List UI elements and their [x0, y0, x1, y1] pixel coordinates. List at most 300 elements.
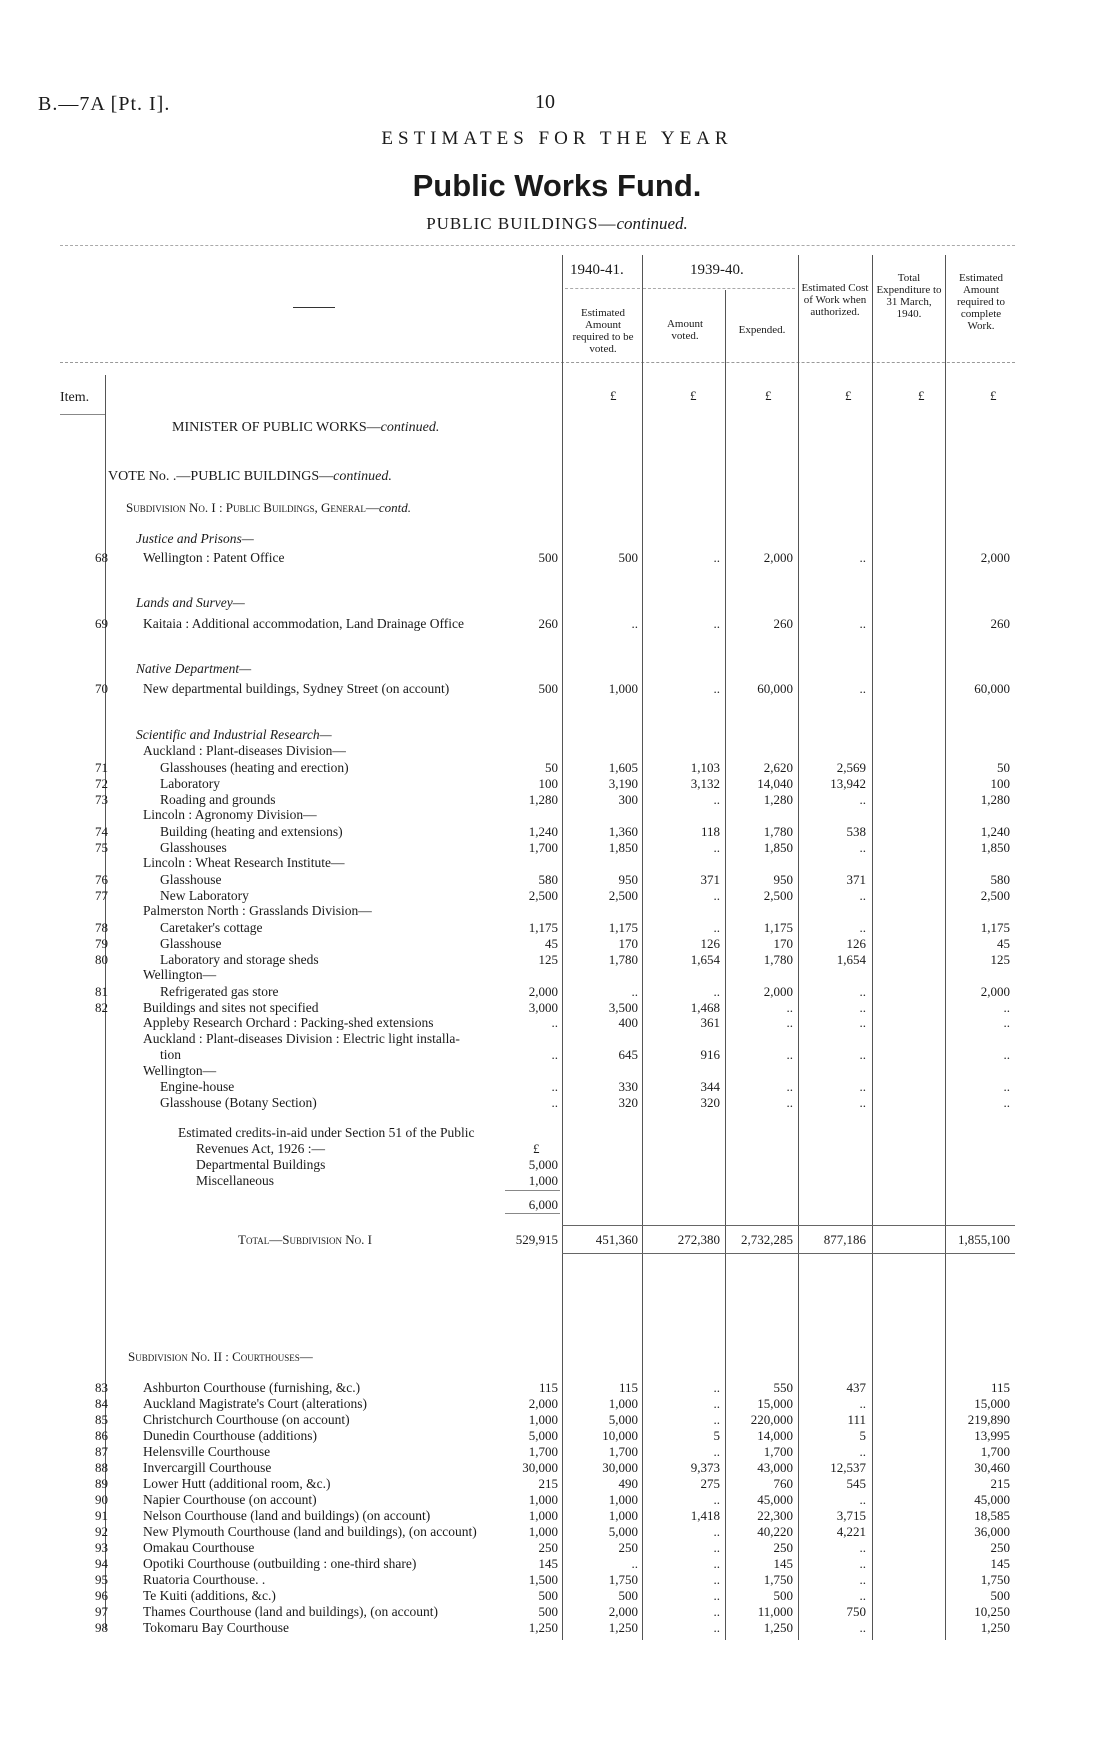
sub1-value-col4: 60,000 [757, 681, 793, 696]
sub1-value-col4: 14,040 [757, 776, 793, 791]
sub2-value-col4: 550 [773, 1380, 793, 1395]
sub2-value-col6: 18,585 [974, 1508, 1010, 1523]
group-auckland-plant: Auckland : Plant-diseases Division— [143, 743, 346, 758]
sub1-value-col6: .. [1003, 1047, 1010, 1062]
year-b-label: 1939-40. [690, 262, 744, 278]
sub1-value-col5: .. [859, 616, 866, 631]
sub2-value-col5: .. [859, 1556, 866, 1571]
document-reference: B.—7A [Pt. I]. [38, 93, 171, 115]
fund-title: Public Works Fund. [412, 168, 702, 203]
sub1-value-col4: 170 [773, 936, 793, 951]
sub2-description: Thames Courthouse (land and buildings), (on account) [143, 1604, 439, 1619]
sub1-value-col6: 50 [997, 760, 1010, 775]
total-1-value-col5: 877,186 [823, 1232, 866, 1247]
sub1-value-col3: 344 [700, 1079, 720, 1094]
sub1-value-col2: 400 [618, 1015, 638, 1030]
sub2-value-col1: 250 [538, 1540, 558, 1555]
sub1-value-col1: .. [551, 1079, 558, 1094]
sub1-value-col3: 371 [700, 872, 720, 887]
sub1-value-col5: .. [859, 1015, 866, 1030]
sub1-value-col2: 3,500 [608, 1000, 638, 1015]
sub1-value-col4: .. [786, 1047, 793, 1062]
sub2-value-col3: 1,418 [690, 1508, 720, 1523]
sub2-value-col2: 1,000 [608, 1396, 638, 1411]
sub1-value-col5: .. [859, 840, 866, 855]
sub1-description: Glasshouses (heating and erection) [160, 760, 349, 775]
section-title [0, 214, 1114, 234]
sub1-value-col6: 1,280 [980, 792, 1010, 807]
sub1-value-col5: .. [859, 792, 866, 807]
group-scientific: Scientific and Industrial Research— [136, 727, 332, 742]
estimates-title: ESTIMATES FOR THE YEAR [381, 128, 733, 149]
sub1-value-col1: 260 [538, 616, 558, 631]
credits-pound: £ [533, 1141, 540, 1156]
sub2-value-col6: 250 [990, 1540, 1010, 1555]
sub1-description: Glasshouse [160, 872, 222, 887]
total-bottom-rule [562, 1253, 1015, 1254]
col-estimated-complete: Estimated Amount required to complete Work. [957, 272, 1005, 332]
sub2-value-col5: .. [859, 1444, 866, 1459]
sub2-item-number: 97 [95, 1604, 108, 1619]
sub1-value-col1: 3,000 [528, 1000, 558, 1015]
sub1-value-col1: 1,175 [528, 920, 558, 935]
pound-col1: £ [610, 388, 617, 403]
sub1-value-col6: 100 [990, 776, 1010, 791]
sub1-item-number: 82 [95, 1000, 108, 1015]
sub1-value-col2: 330 [618, 1079, 638, 1094]
total-1-value-col2: 451,360 [595, 1232, 638, 1247]
sub1-value-col1: 45 [545, 936, 558, 951]
sub1-description: Refrigerated gas store [160, 984, 279, 999]
col4-rule [798, 255, 799, 1640]
sub1-value-col5: .. [859, 1079, 866, 1094]
sub1-value-col5: .. [859, 681, 866, 696]
sub2-value-col5: .. [859, 1572, 866, 1587]
sub1-value-col2: 500 [618, 550, 638, 565]
group-wellington: Wellington— [143, 967, 217, 982]
sub1-value-col3: 3,132 [690, 776, 720, 791]
sub1-value-col2: 950 [618, 872, 638, 887]
sub2-value-col4: 500 [773, 1588, 793, 1603]
sub1-value-col6: 1,240 [980, 824, 1010, 839]
sub1-value-col6: 2,000 [980, 984, 1010, 999]
sub2-value-col1: 115 [538, 1380, 558, 1395]
sub1-value-col2: 1,780 [608, 952, 638, 967]
sub1-value-col6: 2,000 [980, 550, 1010, 565]
pound-col4: £ [845, 388, 852, 403]
sub2-value-col2: 10,000 [602, 1428, 638, 1443]
sub2-item-number: 95 [95, 1572, 108, 1587]
sub2-value-col2: 490 [618, 1476, 638, 1491]
sub1-value-col4: 1,280 [763, 792, 793, 807]
sub1-value-col3: 320 [700, 1095, 720, 1110]
sub1-value-col3: .. [713, 792, 720, 807]
sub2-value-col6: 215 [990, 1476, 1010, 1491]
sub2-value-col6: 30,460 [974, 1460, 1010, 1475]
sub1-value-col3: 361 [700, 1015, 720, 1030]
sub2-value-col6: 145 [990, 1556, 1010, 1571]
sub2-value-col2: 1,000 [608, 1492, 638, 1507]
sub1-value-col3: .. [713, 840, 720, 855]
col-amount-voted: Amount voted. [666, 318, 704, 342]
col-total-expenditure: Total Expenditure to 31 March, 1940. [876, 272, 942, 320]
sub2-value-col1: 30,000 [522, 1460, 558, 1475]
sub2-value-col2: 30,000 [602, 1460, 638, 1475]
sub2-value-col6: 115 [990, 1380, 1010, 1395]
sub1-item-number: 81 [95, 984, 108, 999]
subdivision-1-cont: contd. [378, 500, 411, 515]
sub2-value-col6: 45,000 [974, 1492, 1010, 1507]
sub1-value-col1: 1,240 [528, 824, 558, 839]
sub1-value-col5: 126 [846, 936, 866, 951]
sub1-value-col6: 2,500 [980, 888, 1010, 903]
total-1-value-col3: 272,380 [677, 1232, 720, 1247]
credits-dept-value: 5,000 [528, 1157, 558, 1172]
sub1-value-col6: .. [1003, 1079, 1010, 1094]
credits-misc-value: 1,000 [528, 1173, 558, 1188]
sub1-value-col1: .. [551, 1015, 558, 1030]
sub2-description: Omakau Courthouse [143, 1540, 255, 1555]
sub1-value-col3: .. [713, 550, 720, 565]
sub1-value-col5: 371 [846, 872, 866, 887]
subdivision-1-text: Subdivision No. I : Public Buildings, General— [126, 500, 379, 515]
sub2-value-col4: 45,000 [757, 1492, 793, 1507]
sub1-value-col4: 1,850 [763, 840, 793, 855]
sub1-value-col4: .. [786, 1079, 793, 1094]
sub1-description: Laboratory and storage sheds [160, 952, 319, 967]
credits-line-1: Estimated credits-in-aid under Section 51 of the Public [178, 1125, 475, 1140]
sub1-value-col2: 1,850 [608, 840, 638, 855]
sub2-value-col3: .. [713, 1524, 720, 1539]
sub1-value-col1: 500 [538, 550, 558, 565]
vote-heading [108, 469, 392, 485]
sub2-description: Dunedin Courthouse (additions) [143, 1428, 317, 1443]
sub1-value-col3: .. [713, 888, 720, 903]
sub2-value-col1: 5,000 [528, 1428, 558, 1443]
group-lincoln-agronomy: Lincoln : Agronomy Division— [143, 807, 317, 822]
sub1-value-col4: 1,780 [763, 952, 793, 967]
sub2-value-col6: 219,890 [967, 1412, 1010, 1427]
sub2-item-number: 84 [95, 1396, 108, 1411]
subdivision-1-heading [126, 500, 411, 516]
sub2-value-col1: 215 [538, 1476, 558, 1491]
sub2-value-col3: .. [713, 1620, 720, 1635]
sub2-item-number: 92 [95, 1524, 108, 1539]
sub1-value-col1: 2,500 [528, 888, 558, 903]
sub1-value-col5: 538 [846, 824, 866, 839]
sub1-value-col3: 126 [700, 936, 720, 951]
sub1-item-number: 70 [95, 681, 108, 696]
sub2-value-col5: .. [859, 1396, 866, 1411]
sub2-value-col5: 750 [846, 1604, 866, 1619]
header-dash [293, 307, 335, 308]
sub1-description: Engine-house [160, 1079, 235, 1094]
sub2-value-col3: .. [713, 1444, 720, 1459]
auckland-electric-label-1: Auckland : Plant-diseases Division : Electric light installa- [143, 1031, 460, 1046]
sub1-value-col4: 2,500 [763, 888, 793, 903]
sub2-value-col2: .. [631, 1556, 638, 1571]
sub1-value-col3: 118 [700, 824, 720, 839]
sub2-item-number: 90 [95, 1492, 108, 1507]
sub1-value-col6: 45 [997, 936, 1010, 951]
sub2-item-number: 98 [95, 1620, 108, 1635]
sub2-value-col6: 1,700 [980, 1444, 1010, 1459]
sub1-value-col4: .. [786, 1095, 793, 1110]
sub1-value-col1: 50 [545, 760, 558, 775]
item-header: Item. [60, 390, 90, 405]
sub1-value-col4: 2,000 [763, 550, 793, 565]
total-1-value-col1: 529,915 [515, 1232, 558, 1247]
sub1-value-col2: 1,175 [608, 920, 638, 935]
sub1-item-number: 74 [95, 824, 108, 839]
sub2-value-col4: 1,250 [763, 1620, 793, 1635]
sub2-value-col2: 500 [618, 1588, 638, 1603]
sub2-item-number: 96 [95, 1588, 108, 1603]
sub2-value-col1: 1,000 [528, 1412, 558, 1427]
sub2-value-col4: 22,300 [757, 1508, 793, 1523]
sub1-value-col1: 500 [538, 681, 558, 696]
sub2-description: Napier Courthouse (on account) [143, 1492, 317, 1507]
pound-col6: £ [990, 388, 997, 403]
sub2-value-col1: 500 [538, 1588, 558, 1603]
sub2-value-col4: 250 [773, 1540, 793, 1555]
sub1-value-col4: 1,175 [763, 920, 793, 935]
sub2-item-number: 94 [95, 1556, 108, 1571]
sub2-description: Christchurch Courthouse (on account) [143, 1412, 350, 1427]
sub1-value-col5: .. [859, 1095, 866, 1110]
sub2-value-col2: 2,000 [608, 1604, 638, 1619]
sub2-value-col2: 250 [618, 1540, 638, 1555]
sub1-value-col3: .. [713, 984, 720, 999]
sub2-value-col2: 5,000 [608, 1412, 638, 1427]
sub1-item-number: 68 [95, 550, 108, 565]
sub1-value-col5: .. [859, 888, 866, 903]
col-estimated-cost: Estimated Cost of Work when authorized. [801, 282, 869, 318]
sub1-value-col3: 1,103 [690, 760, 720, 775]
sub1-description: Glasshouses [160, 840, 227, 855]
sub2-item-number: 85 [95, 1412, 108, 1427]
sub1-value-col3: 1,468 [690, 1000, 720, 1015]
auckland-electric-label-2: tion [160, 1047, 182, 1062]
sub1-item-number: 80 [95, 952, 108, 967]
vote-heading-text: VOTE No. .—PUBLIC BUILDINGS— [108, 469, 334, 484]
credits-dept-label: Departmental Buildings [196, 1157, 326, 1172]
sub2-description: Helensville Courthouse [143, 1444, 271, 1459]
sub2-value-col5: .. [859, 1492, 866, 1507]
sub1-value-col6: 1,175 [980, 920, 1010, 935]
sub2-value-col3: .. [713, 1380, 720, 1395]
sub2-description: Lower Hutt (additional room, &c.) [143, 1476, 331, 1491]
total-subdivision-1-label: Total—Subdivision No. I [238, 1232, 372, 1247]
sub2-value-col3: .. [713, 1492, 720, 1507]
year-a-rule [565, 288, 640, 289]
sub1-value-col4: 2,620 [763, 760, 793, 775]
group-native: Native Department— [136, 661, 252, 676]
credits-sum-rule [505, 1190, 560, 1191]
sub1-item-number: 73 [95, 792, 108, 807]
item-header-rule [60, 414, 105, 415]
pound-col2: £ [690, 388, 697, 403]
col-estimated-required: Estimated Amount required to be voted. [572, 307, 634, 355]
sub2-item-number: 83 [95, 1380, 108, 1395]
sub1-value-col2: 300 [618, 792, 638, 807]
sub1-value-col3: 1,654 [690, 952, 720, 967]
table-top-rule [60, 245, 1015, 246]
sub1-value-col1: 580 [538, 872, 558, 887]
sub2-item-number: 93 [95, 1540, 108, 1555]
sub1-value-col2: .. [631, 616, 638, 631]
sub1-value-col6: 125 [990, 952, 1010, 967]
sub2-value-col3: 5 [713, 1428, 720, 1443]
sub2-value-col1: 1,000 [528, 1524, 558, 1539]
sub1-value-col6: .. [1003, 1095, 1010, 1110]
sub1-description: Wellington : Patent Office [143, 550, 285, 565]
sub2-value-col3: 9,373 [690, 1460, 720, 1475]
section-title-main: PUBLIC BUILDINGS— [426, 214, 617, 233]
sub2-description: Tokomaru Bay Courthouse [143, 1620, 290, 1635]
sub2-value-col3: .. [713, 1572, 720, 1587]
section-title-continued: continued. [616, 214, 688, 233]
sub1-value-col6: 60,000 [974, 681, 1010, 696]
sub2-value-col5: 111 [847, 1412, 866, 1427]
sub1-value-col2: 3,190 [608, 776, 638, 791]
sub1-value-col2: 320 [618, 1095, 638, 1110]
sub1-item-number: 76 [95, 872, 108, 887]
sub1-value-col2: 170 [618, 936, 638, 951]
col1-rule [562, 255, 563, 1640]
minister-heading-text: MINISTER OF PUBLIC WORKS— [172, 420, 381, 435]
sub1-item-number: 75 [95, 840, 108, 855]
sub1-value-col2: 1,000 [608, 681, 638, 696]
sub1-value-col2: 645 [618, 1047, 638, 1062]
sub2-value-col2: 1,000 [608, 1508, 638, 1523]
sub1-value-col4: 1,780 [763, 824, 793, 839]
sub1-value-col5: .. [859, 920, 866, 935]
sub1-value-col1: .. [551, 1095, 558, 1110]
sub1-value-col1: 125 [538, 952, 558, 967]
sub2-value-col5: 4,221 [836, 1524, 866, 1539]
sub2-value-col5: .. [859, 1620, 866, 1635]
sub1-item-number: 78 [95, 920, 108, 935]
sub1-description: Kaitaia : Additional accommodation, Land Drainage Office [143, 616, 465, 631]
sub2-value-col6: 500 [990, 1588, 1010, 1603]
col5-rule [872, 255, 873, 1640]
sub1-value-col1: 1,700 [528, 840, 558, 855]
sub2-value-col3: .. [713, 1412, 720, 1427]
sub2-description: Opotiki Courthouse (outbuilding : one-third share) [143, 1556, 417, 1571]
sub1-description: Buildings and sites not specified [143, 1000, 319, 1015]
sub2-description: Ruatoria Courthouse. . [143, 1572, 266, 1587]
sub1-description: Building (heating and extensions) [160, 824, 343, 839]
sub2-value-col3: .. [713, 1604, 720, 1619]
sub1-description: Caretaker's cottage [160, 920, 263, 935]
sub2-item-number: 91 [95, 1508, 108, 1523]
sub2-value-col2: 1,250 [608, 1620, 638, 1635]
sub1-value-col2: 1,360 [608, 824, 638, 839]
sub2-value-col1: 500 [538, 1604, 558, 1619]
sub2-value-col4: 43,000 [757, 1460, 793, 1475]
sub1-description: Glasshouse [160, 936, 222, 951]
sub1-value-col1: 1,280 [528, 792, 558, 807]
sub1-value-col5: .. [859, 550, 866, 565]
sub1-value-col3: 916 [700, 1047, 720, 1062]
group-lincoln-wheat: Lincoln : Wheat Research Institute— [143, 855, 345, 870]
sub2-value-col5: 3,715 [836, 1508, 866, 1523]
sub2-value-col6: 15,000 [974, 1396, 1010, 1411]
col6-rule [945, 255, 946, 1640]
sub2-value-col5: 437 [846, 1380, 866, 1395]
minister-heading [172, 420, 439, 436]
sub1-value-col5: .. [859, 1000, 866, 1015]
sub1-description: Laboratory [160, 776, 220, 791]
col3-rule [725, 290, 726, 1640]
minister-heading-cont: continued. [380, 420, 440, 435]
sub2-value-col3: .. [713, 1588, 720, 1603]
year-b-rule [643, 288, 795, 289]
sub1-description: Glasshouse (Botany Section) [160, 1095, 317, 1110]
sub2-value-col4: 14,000 [757, 1428, 793, 1443]
sub1-value-col4: 260 [773, 616, 793, 631]
sub2-value-col6: 1,250 [980, 1620, 1010, 1635]
sub1-value-col6: 260 [990, 616, 1010, 631]
sub2-description: Ashburton Courthouse (furnishing, &c.) [143, 1380, 361, 1395]
sub1-value-col4: .. [786, 1000, 793, 1015]
sub2-item-number: 87 [95, 1444, 108, 1459]
sub1-value-col5: 1,654 [836, 952, 866, 967]
sub2-value-col1: 145 [538, 1556, 558, 1571]
sub1-value-col2: 1,605 [608, 760, 638, 775]
sub2-value-col4: 220,000 [750, 1412, 793, 1427]
sub1-value-col6: 1,850 [980, 840, 1010, 855]
sub1-value-col1: 100 [538, 776, 558, 791]
pound-col3: £ [765, 388, 772, 403]
sub2-value-col4: 11,000 [757, 1604, 793, 1619]
sub2-value-col1: 1,500 [528, 1572, 558, 1587]
credits-line-2: Revenues Act, 1926 :— [196, 1141, 325, 1156]
sub1-value-col3: .. [713, 616, 720, 631]
sub2-value-col6: 1,750 [980, 1572, 1010, 1587]
sub2-description: New Plymouth Courthouse (land and buildings), (on account) [143, 1524, 477, 1539]
sub2-value-col5: 12,537 [830, 1460, 866, 1475]
sub2-value-col1: 1,000 [528, 1492, 558, 1507]
sub2-item-number: 88 [95, 1460, 108, 1475]
sub1-value-col3: .. [713, 920, 720, 935]
sub1-value-col2: .. [631, 984, 638, 999]
sub2-value-col2: 1,750 [608, 1572, 638, 1587]
sub2-item-number: 86 [95, 1428, 108, 1443]
sub2-value-col1: 1,000 [528, 1508, 558, 1523]
sub1-value-col5: 13,942 [830, 776, 866, 791]
sub1-item-number: 71 [95, 760, 108, 775]
sub2-value-col5: 545 [846, 1476, 866, 1491]
sub2-value-col2: 5,000 [608, 1524, 638, 1539]
total-top-rule [562, 1225, 1015, 1226]
col2-rule [642, 255, 643, 1640]
sub1-value-col1: 2,000 [528, 984, 558, 999]
sub2-value-col1: 1,700 [528, 1444, 558, 1459]
group-lands: Lands and Survey— [136, 595, 245, 610]
sub1-value-col4: .. [786, 1015, 793, 1030]
col-expended: Expended. [738, 324, 786, 336]
sub2-description: Auckland Magistrate's Court (alterations) [143, 1396, 367, 1411]
sub2-value-col3: .. [713, 1540, 720, 1555]
sub2-value-col2: 1,700 [608, 1444, 638, 1459]
subdivision-2-heading: Subdivision No. II : Courthouses— [128, 1349, 313, 1364]
total-1-value-col6: 1,855,100 [958, 1232, 1010, 1247]
sub1-value-col3: .. [713, 681, 720, 696]
year-a-label: 1940-41. [570, 262, 624, 278]
sub1-value-col5: .. [859, 984, 866, 999]
